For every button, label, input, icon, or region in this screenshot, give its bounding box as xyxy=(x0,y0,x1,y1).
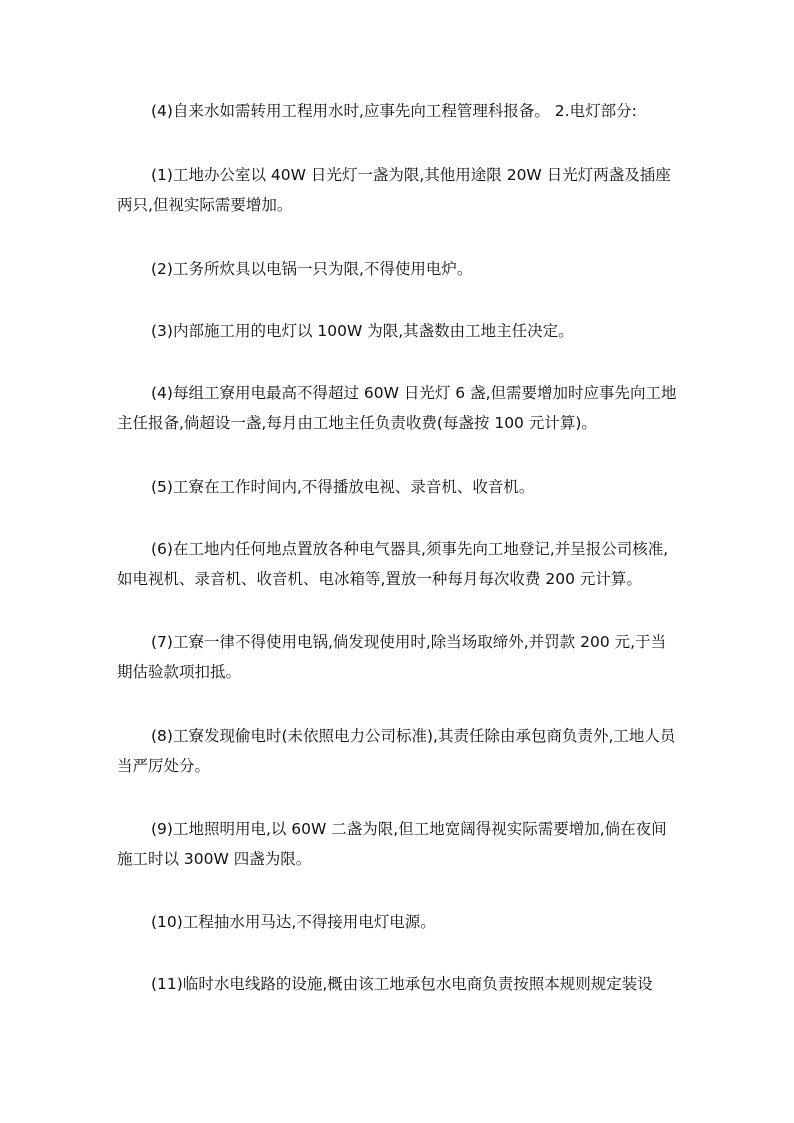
paragraph-light-9: (9)工地照明用电,以 60W 二盏为限,但工地宽阔得视实际需要增加,倘在夜间施工时以 300W 四盏为限。 xyxy=(117,820,667,868)
paragraph-light-10: (10)工程抽水用马达,不得接用电灯电源。 xyxy=(151,913,436,931)
paragraph-light-11: (11)临时水电线路的设施,概由该工地承包水电商负责按照本规则规定装设 xyxy=(151,975,653,993)
paragraph-light-3: (3)内部施工用的电灯以 100W 为限,其盏数由工地主任决定。 xyxy=(151,322,574,340)
paragraph-light-6: (6)在工地内任何地点置放各种电气器具,须事先向工地登记,并呈报公司核准,如电视机、录音机、收音机、电冰箱等,置放一种每月每次收费 200 元计算。 xyxy=(117,540,669,588)
paragraph-light-5: (5)工寮在工作时间内,不得播放电视、录音机、收音机。 xyxy=(151,478,535,496)
paragraph-light-2: (2)工务所炊具以电锅一只为限,不得使用电炉。 xyxy=(151,260,473,278)
paragraph-water-4: (4)自来水如需转用工程用水时,应事先向工程管理科报备。 2.电灯部分: xyxy=(151,102,637,120)
paragraph-light-1: (1)工地办公室以 40W 日光灯一盏为限,其他用途限 20W 日光灯两盏及插座两只,但视实际需要增加。 xyxy=(117,166,671,214)
paragraph-light-8: (8)工寮发现偷电时(未依照电力公司标准),其责任除由承包商负责外,工地人员当严厉处分。 xyxy=(117,727,676,775)
paragraph-light-7: (7)工寮一律不得使用电锅,倘发现使用时,除当场取缔外,并罚款 200 元,于当期估验款项扣抵。 xyxy=(117,633,667,681)
paragraph-light-4: (4)每组工寮用电最高不得超过 60W 日光灯 6 盏,但需要增加时应事先向工地主任报备,倘超设一盏,每月由工地主任负责收费(每盏按 100 元计算)。 xyxy=(117,384,677,432)
